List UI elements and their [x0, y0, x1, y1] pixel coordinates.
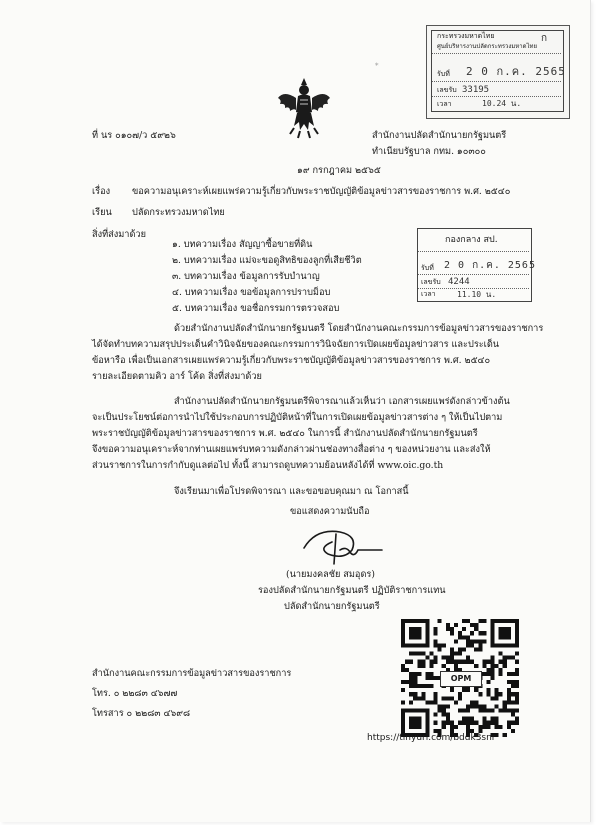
- signer-position-1: รองปลัดสำนักนายกรัฐมนตรี ปฏิบัติราชการแทน: [258, 585, 446, 596]
- stamp-received-date: 2 0 ก.ค. 2565: [466, 65, 566, 78]
- closing-regards: ขอแสดงความนับถือ: [290, 506, 370, 517]
- body-paragraph-3: จึงเรียนมาเพื่อโปรดพิจารณา และขอขอบคุณมา ณ โอกาสนี้: [174, 486, 409, 497]
- body-paragraph-1-line: ได้จัดทำบทความสรุปประเด็นคำวินิจฉัยของคณะกรรมการวินิจฉัยการเปิดเผยข้อมูลข่าวสาร และประเด็น: [92, 339, 500, 350]
- signer-position-2: ปลัดสำนักนายกรัฐมนตรี: [284, 601, 380, 612]
- stamp-mark: ก: [541, 33, 548, 44]
- stamp2-time-value: 11.10 น.: [457, 290, 497, 299]
- footer-fax: โทรสาร ๐ ๒๒๘๓ ๔๖๙๘: [92, 708, 191, 719]
- body-paragraph-2-line: ส่วนราชการในการกำกับดูแลต่อไป ทั้งนี้ สามารถดูบทความย้อนหลังได้ที่ www.oic.go.th: [92, 460, 444, 471]
- office-name: สำนักงานปลัดสำนักนายกรัฐมนตรี: [372, 130, 507, 141]
- qr-badge: OPM: [440, 671, 482, 687]
- subject-text: ขอความอนุเคราะห์เผยแพร่ความรู้เกี่ยวกับพระราชบัญญัติข้อมูลข่าวสารของราชการ พ.ศ. ๒๕๔๐: [132, 186, 511, 197]
- enclosure-item: ๒. บทความเรื่อง แม่จะขอดูสิทธิของลูกที่เสียชีวิต: [172, 255, 362, 266]
- recipient-label: เรียน: [92, 207, 112, 218]
- enclosure-item: ๔. บทความเรื่อง ขอข้อมูลการปราบม็อบ: [172, 287, 331, 298]
- stamp2-received-label: รับที่: [421, 264, 434, 272]
- stamp-org-line2: ศูนย์บริหารงานปลัดกระทรวงมหาดไทย: [437, 43, 538, 50]
- body-paragraph-2-line: จะเป็นประโยชน์ต่อการนำไปใช้ประกอบการปฏิบัติหน้าที่ในการเปิดเผยข้อมูลข่าวสารต่าง ๆ ให้เป็นไปตาม: [92, 412, 503, 423]
- office-address: ทำเนียบรัฐบาล กทม. ๑๐๓๐๐: [372, 146, 486, 157]
- garuda-emblem-icon: [276, 76, 332, 142]
- body-paragraph-1-line: รายละเอียดตามคิว อาร์ โค้ด สิ่งที่ส่งมาด้วย: [92, 371, 262, 382]
- qr-link[interactable]: https://tinyurl.com/bddk3snr: [367, 733, 496, 743]
- enclosure-item: ๑. บทความเรื่อง สัญญาซื้อขายที่ดิน: [172, 239, 313, 250]
- letter-date: ๑๙ กรกฎาคม ๒๕๖๕: [297, 165, 381, 176]
- body-paragraph-2-line: พระราชบัญญัติข้อมูลข่าวสารของราชการ พ.ศ. ๒๕๔๐ ในการนี้ สำนักงานปลัดสำนักนายกรัฐมนตรี: [92, 428, 478, 439]
- recipient-text: ปลัดกระทรวงมหาดไทย: [132, 207, 225, 218]
- pencil-mark: *: [375, 62, 379, 70]
- stamp-number-label: เลขรับ: [437, 86, 457, 94]
- enclosures-label: สิ่งที่ส่งมาด้วย: [92, 229, 146, 240]
- body-paragraph-2-line: จึงขอความอนุเคราะห์จากท่านเผยแพร่บทความดังกล่าวผ่านช่องทางสื่อต่าง ๆ ของหน่วยงาน และส่งให้: [92, 444, 491, 455]
- document-number: ที่ นร ๐๑๐๗/ว ๕๙๒๖: [92, 130, 176, 141]
- stamp-time-value: 10.24 น.: [482, 99, 522, 108]
- body-paragraph-1-line: ด้วยสำนักงานปลัดสำนักนายกรัฐมนตรี โดยสำนักงานคณะกรรมการข้อมูลข่าวสารของราชการ: [174, 323, 544, 334]
- stamp2-title: กองกลาง สป.: [445, 235, 498, 245]
- signature-image: [296, 520, 388, 568]
- stamp-time-label: เวลา: [437, 100, 452, 108]
- subject-label: เรื่อง: [92, 186, 111, 197]
- stamp-received-label: รับที่: [437, 70, 450, 78]
- stamp2-number-label: เลขรับ: [421, 278, 441, 286]
- stamp2-number-value: 4244: [448, 277, 470, 287]
- body-paragraph-1-line: ข้อหารือ เพื่อเป็นเอกสารเผยแพร่ความรู้เกี่ยวกับพระราชบัญญัติข้อมูลข่าวสารของราชการ พ.ศ. ๒๕๔๐: [92, 355, 491, 366]
- signer-name: (นายมงคลชัย สมอุดร): [286, 569, 375, 580]
- footer-phone: โทร. ๐ ๒๒๘๓ ๔๖๗๗: [92, 688, 178, 699]
- stamp-number-value: 33195: [462, 85, 490, 95]
- stamp-org-line1: กระทรวงมหาดไทย: [437, 32, 495, 40]
- stamp2-received-date: 2 0 ก.ค. 2565: [444, 260, 536, 271]
- stamp2-time-label: เวลา: [421, 290, 436, 298]
- footer-office: สำนักงานคณะกรรมการข้อมูลข่าวสารของราชการ: [92, 668, 292, 679]
- enclosure-item: ๕. บทความเรื่อง ขอชื่อกรรมการตรวจสอบ: [172, 303, 340, 314]
- body-paragraph-2-line: สำนักงานปลัดสำนักนายกรัฐมนตรีพิจารณาแล้วเห็นว่า เอกสารเผยแพร่ดังกล่าวข้างต้น: [174, 396, 510, 407]
- enclosure-item: ๓. บทความเรื่อง ข้อมูลการรับบำนาญ: [172, 271, 320, 282]
